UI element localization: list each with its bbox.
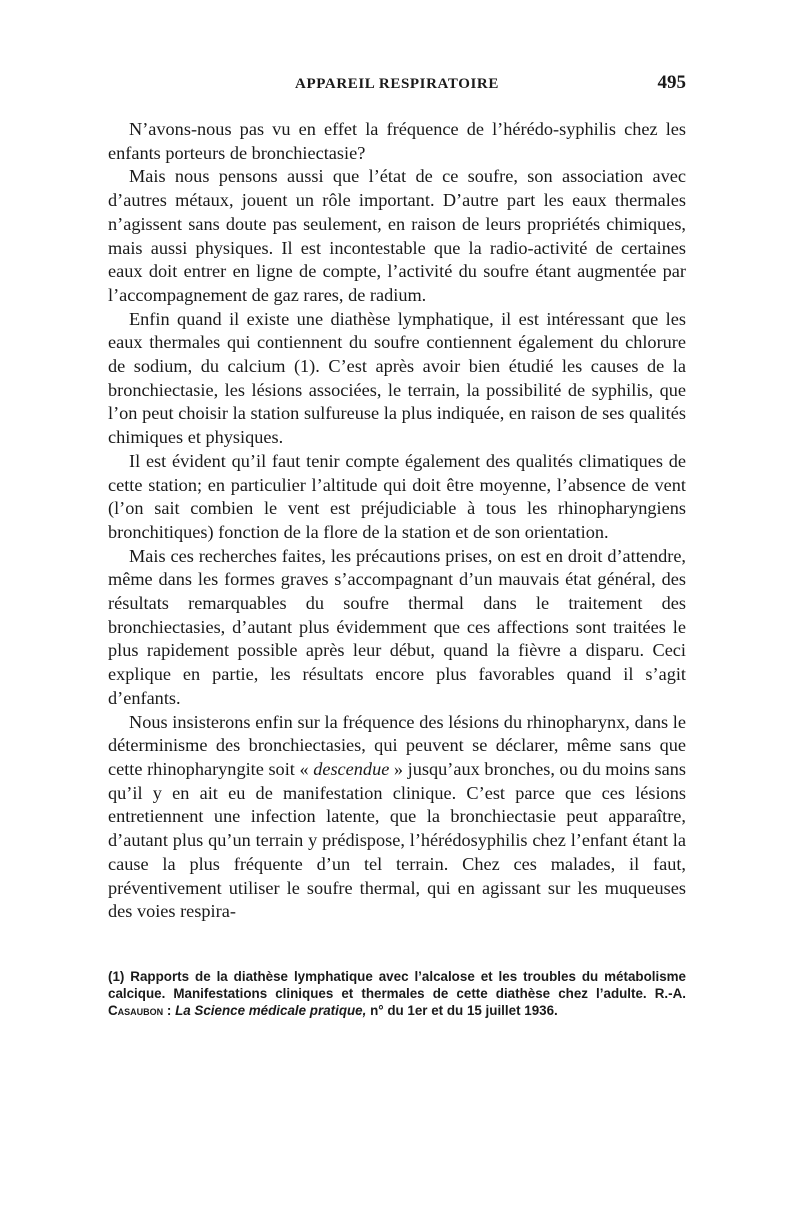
footnote [108, 968, 686, 1019]
paragraph-text: Nous insisterons enfin sur la fréquence des lésions du rhinopharynx, dans le déterminisme des bronchiectasies, qui peuvent se déclarer, même sans que cette rhinopharyngite soit « [108, 711, 686, 779]
paragraph [108, 711, 686, 924]
italic-term: descendue [313, 758, 390, 779]
footnote-paragraph [108, 968, 686, 1019]
footnote-issue: n° du 1er et du 15 juillet 1936. [366, 1002, 558, 1018]
footnote-journal: La Science médicale pratique, [175, 1002, 367, 1018]
footnote-text: Rapports de la diathèse lymphatique avec l’alcalose et les troubles du métabolisme calcique. Manifestations cliniques et thermales de cette diathèse chez l’adulte. [108, 968, 686, 1001]
paragraph: Enfin quand il existe une diathèse lymphatique, il est intéressant que les eaux thermales qui contiennent du soufre contiennent également du chlorure de sodium, du calcium (1). C’est après avoir bien étudié les causes de la bronchiectasie, les lésions associées, le terrain, la possibilité de syphilis, que l’on peut choisir la station sulfureuse la plus indiquée, en raison de ses qualités chimiques et physiques. [108, 308, 686, 448]
page-header [108, 72, 686, 102]
paragraph-text: » jusqu’aux bronches, ou du moins sans qu’il y en ait eu de manifestation clinique. C’est parce que ces lésions entretiennent une infection latente, que la bronchiectasie peut apparaître, d’autant plus qu’un terrain y prédispose, l’hérédosyphilis chez l’enfant étant la cause la plus fréquente d’un tel terrain. Chez ces malades, il faut, préventivement utiliser le soufre thermal, qui en agissant sur les muqueuses des voies respira- [108, 758, 686, 922]
running-title: APPAREIL RESPIRATOIRE [295, 76, 499, 92]
body-text [108, 118, 686, 924]
footnote-marker: (1) [108, 968, 125, 984]
footnote-separator: : [163, 1002, 176, 1018]
paragraph: Mais ces recherches faites, les précautions prises, on est en droit d’attendre, même dans les formes graves s’accompagnant d’un mauvais état général, des résultats remarquables du soufre thermal dans le traitement des bronchiectasies, d’autant plus évidemment que ces affections sont traitées le plus rapidement possible après leur début, quand la fièvre a disparu. Ceci explique en partie, les résultats encore plus favorables quand il s’agit d’enfants. [108, 545, 686, 708]
paragraph: Il est évident qu’il faut tenir compte également des qualités climatiques de cette station; en particulier l’altitude qui doit être moyenne, l’absence de vent (l’on sait combien le vent est préjudiciable à tous les rhinopharyngiens bronchitiques) fonction de la flore de la station et de son orientation. [108, 450, 686, 542]
book-page [108, 72, 686, 1019]
footnote-author: R.-A. Casaubon [108, 985, 686, 1018]
page-number: 495 [657, 72, 686, 93]
paragraph: Mais nous pensons aussi que l’état de ce soufre, son association avec d’autres métaux, jouent un rôle important. D’autre part les eaux thermales n’agissent sans doute pas seulement, en raison de leurs propriétés chimiques, mais aussi physiques. Il est incontestable que la radio-activité de certaines eaux doit entrer en ligne de compte, l’activité du soufre étant augmentée par l’accompagnement de gaz rares, de radium. [108, 166, 686, 305]
paragraph: N’avons-nous pas vu en effet la fréquence de l’hérédo-syphilis chez les enfants porteurs de bronchiectasie? [108, 119, 686, 163]
